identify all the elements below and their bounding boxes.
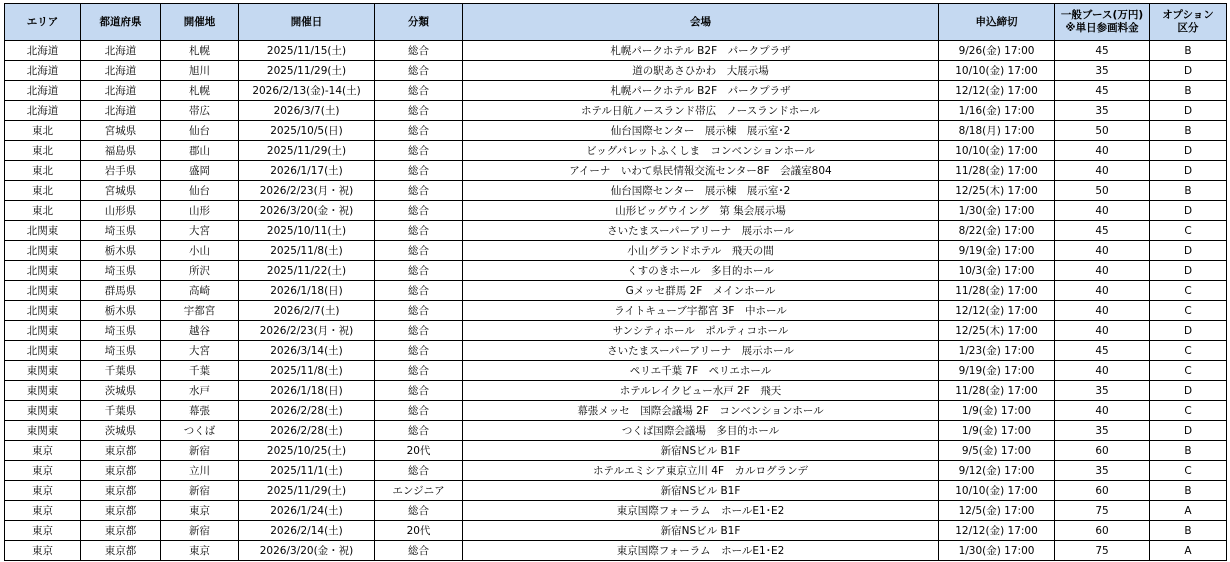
table-row	[5, 401, 1227, 421]
cell-venue: 山形ビッグウイング 第 集会展示場	[463, 201, 939, 221]
cell-option: C	[1150, 301, 1227, 321]
cell-option: C	[1150, 221, 1227, 241]
cell-category: 総合	[375, 181, 463, 201]
cell-fee: 40	[1055, 241, 1150, 261]
cell-area: 北関東	[5, 221, 81, 241]
cell-prefecture: 栃木県	[81, 301, 161, 321]
cell-area: 東関東	[5, 401, 81, 421]
cell-deadline: 1/30(金) 17:00	[939, 541, 1055, 561]
header-row	[5, 4, 1227, 41]
cell-city: 旭川	[161, 61, 239, 81]
cell-venue: 幕張メッセ 国際会議場 2F コンベンションホール	[463, 401, 939, 421]
cell-area: 東京	[5, 521, 81, 541]
cell-category: エンジニア	[375, 481, 463, 501]
cell-deadline: 9/26(金) 17:00	[939, 41, 1055, 61]
table-row	[5, 161, 1227, 181]
cell-fee: 40	[1055, 261, 1150, 281]
table-row	[5, 501, 1227, 521]
cell-fee: 40	[1055, 321, 1150, 341]
cell-date: 2025/11/8(土)	[239, 361, 375, 381]
cell-venue: ホテル日航ノースランド帯広 ノースランドホール	[463, 101, 939, 121]
cell-venue: くすのきホール 多目的ホール	[463, 261, 939, 281]
cell-venue: 道の駅あさひかわ 大展示場	[463, 61, 939, 81]
cell-venue: 仙台国際センター 展示棟 展示室･2	[463, 181, 939, 201]
header-option-line1: オプション	[1162, 9, 1214, 21]
cell-deadline: 8/22(金) 17:00	[939, 221, 1055, 241]
cell-deadline: 12/5(金) 17:00	[939, 501, 1055, 521]
cell-venue: 新宿NSビル B1F	[463, 441, 939, 461]
cell-date: 2025/11/22(土)	[239, 261, 375, 281]
cell-prefecture: 茨城県	[81, 381, 161, 401]
cell-venue: アイーナ いわて県民情報交流センター8F 会議室804	[463, 161, 939, 181]
header-option	[1150, 4, 1227, 41]
cell-deadline: 10/10(金) 17:00	[939, 61, 1055, 81]
cell-option: B	[1150, 441, 1227, 461]
cell-fee: 50	[1055, 181, 1150, 201]
cell-area: 東北	[5, 201, 81, 221]
table-row	[5, 221, 1227, 241]
header-category: 分類	[375, 4, 463, 41]
cell-prefecture: 東京都	[81, 441, 161, 461]
cell-deadline: 9/12(金) 17:00	[939, 461, 1055, 481]
cell-city: 千葉	[161, 361, 239, 381]
cell-date: 2026/2/14(土)	[239, 521, 375, 541]
table-header	[5, 4, 1227, 41]
cell-city: 大宮	[161, 341, 239, 361]
cell-fee: 45	[1055, 41, 1150, 61]
cell-category: 20代	[375, 441, 463, 461]
cell-date: 2026/2/13(金)-14(土)	[239, 81, 375, 101]
table-row	[5, 81, 1227, 101]
cell-category: 総合	[375, 301, 463, 321]
cell-category: 総合	[375, 321, 463, 341]
cell-city: 新宿	[161, 441, 239, 461]
cell-fee: 40	[1055, 161, 1150, 181]
cell-area: 東京	[5, 541, 81, 561]
cell-option: C	[1150, 341, 1227, 361]
cell-category: 総合	[375, 341, 463, 361]
cell-fee: 35	[1055, 381, 1150, 401]
cell-prefecture: 群馬県	[81, 281, 161, 301]
cell-deadline: 9/5(金) 17:00	[939, 441, 1055, 461]
cell-category: 総合	[375, 241, 463, 261]
cell-prefecture: 茨城県	[81, 421, 161, 441]
cell-category: 総合	[375, 361, 463, 381]
cell-deadline: 1/9(金) 17:00	[939, 401, 1055, 421]
cell-venue: ビッグパレットふくしま コンベンションホール	[463, 141, 939, 161]
table-row	[5, 441, 1227, 461]
cell-city: 仙台	[161, 181, 239, 201]
cell-category: 総合	[375, 501, 463, 521]
cell-deadline: 10/3(金) 17:00	[939, 261, 1055, 281]
cell-city: 高崎	[161, 281, 239, 301]
cell-category: 総合	[375, 401, 463, 421]
cell-city: 山形	[161, 201, 239, 221]
cell-category: 総合	[375, 281, 463, 301]
cell-deadline: 12/12(金) 17:00	[939, 301, 1055, 321]
cell-category: 総合	[375, 141, 463, 161]
cell-city: 盛岡	[161, 161, 239, 181]
cell-city: 帯広	[161, 101, 239, 121]
table-row	[5, 241, 1227, 261]
cell-city: 宇都宮	[161, 301, 239, 321]
cell-fee: 35	[1055, 61, 1150, 81]
cell-category: 総合	[375, 81, 463, 101]
cell-category: 総合	[375, 121, 463, 141]
cell-city: 所沢	[161, 261, 239, 281]
table-row	[5, 141, 1227, 161]
cell-date: 2025/10/11(土)	[239, 221, 375, 241]
cell-deadline: 8/18(月) 17:00	[939, 121, 1055, 141]
header-prefecture: 都道府県	[81, 4, 161, 41]
cell-fee: 35	[1055, 101, 1150, 121]
cell-date: 2025/10/25(土)	[239, 441, 375, 461]
table-row	[5, 521, 1227, 541]
table-row	[5, 181, 1227, 201]
cell-fee: 45	[1055, 81, 1150, 101]
cell-category: 総合	[375, 261, 463, 281]
cell-prefecture: 北海道	[81, 41, 161, 61]
event-schedule-container	[4, 3, 1227, 561]
cell-option: C	[1150, 281, 1227, 301]
cell-deadline: 1/23(金) 17:00	[939, 341, 1055, 361]
header-fee	[1055, 4, 1150, 41]
cell-city: 幕張	[161, 401, 239, 421]
cell-city: 越谷	[161, 321, 239, 341]
cell-date: 2025/11/29(土)	[239, 61, 375, 81]
cell-date: 2026/1/24(土)	[239, 501, 375, 521]
cell-option: D	[1150, 101, 1227, 121]
header-date: 開催日	[239, 4, 375, 41]
cell-deadline: 12/12(金) 17:00	[939, 81, 1055, 101]
cell-prefecture: 東京都	[81, 501, 161, 521]
cell-prefecture: 埼玉県	[81, 261, 161, 281]
cell-category: 総合	[375, 541, 463, 561]
cell-fee: 40	[1055, 281, 1150, 301]
cell-venue: サンシティホール ポルティコホール	[463, 321, 939, 341]
cell-fee: 40	[1055, 201, 1150, 221]
cell-category: 総合	[375, 221, 463, 241]
cell-prefecture: 宮城県	[81, 121, 161, 141]
cell-venue: 東京国際フォーラム ホールE1･E2	[463, 541, 939, 561]
header-option-line2: 区分	[1177, 22, 1199, 34]
cell-date: 2026/2/23(月・祝)	[239, 181, 375, 201]
cell-date: 2025/11/29(土)	[239, 481, 375, 501]
cell-city: 大宮	[161, 221, 239, 241]
cell-area: 北関東	[5, 281, 81, 301]
cell-deadline: 11/28(金) 17:00	[939, 381, 1055, 401]
cell-option: C	[1150, 401, 1227, 421]
cell-venue: 新宿NSビル B1F	[463, 481, 939, 501]
cell-area: 東北	[5, 161, 81, 181]
cell-deadline: 1/16(金) 17:00	[939, 101, 1055, 121]
header-fee-line2: ※単日参画料金	[1065, 22, 1139, 34]
cell-date: 2025/10/5(日)	[239, 121, 375, 141]
cell-option: D	[1150, 241, 1227, 261]
cell-date: 2026/3/20(金・祝)	[239, 201, 375, 221]
cell-fee: 40	[1055, 401, 1150, 421]
table-row	[5, 321, 1227, 341]
cell-prefecture: 東京都	[81, 521, 161, 541]
cell-area: 東京	[5, 441, 81, 461]
cell-option: B	[1150, 121, 1227, 141]
cell-date: 2025/11/8(土)	[239, 241, 375, 261]
cell-venue: 新宿NSビル B1F	[463, 521, 939, 541]
cell-venue: ライトキューブ宇都宮 3F 中ホール	[463, 301, 939, 321]
table-row	[5, 341, 1227, 361]
cell-prefecture: 埼玉県	[81, 321, 161, 341]
cell-fee: 40	[1055, 361, 1150, 381]
cell-prefecture: 埼玉県	[81, 221, 161, 241]
cell-city: 札幌	[161, 41, 239, 61]
cell-prefecture: 千葉県	[81, 361, 161, 381]
cell-venue: ホテルエミシア東京立川 4F カルログランデ	[463, 461, 939, 481]
table-row	[5, 381, 1227, 401]
cell-category: 総合	[375, 201, 463, 221]
cell-category: 総合	[375, 461, 463, 481]
cell-venue: つくば国際会議場 多目的ホール	[463, 421, 939, 441]
cell-prefecture: 埼玉県	[81, 341, 161, 361]
event-schedule-table	[4, 3, 1227, 561]
cell-option: A	[1150, 501, 1227, 521]
cell-area: 北関東	[5, 301, 81, 321]
cell-area: 東関東	[5, 361, 81, 381]
cell-venue: Gメッセ群馬 2F メインホール	[463, 281, 939, 301]
cell-city: 東京	[161, 501, 239, 521]
table-row	[5, 121, 1227, 141]
cell-city: 東京	[161, 541, 239, 561]
cell-venue: さいたまスーパーアリーナ 展示ホール	[463, 341, 939, 361]
table-row	[5, 361, 1227, 381]
cell-deadline: 11/28(金) 17:00	[939, 281, 1055, 301]
cell-venue: 札幌パークホテル B2F パークプラザ	[463, 41, 939, 61]
cell-option: D	[1150, 381, 1227, 401]
header-fee-line1: 一般ブース(万円)	[1060, 9, 1144, 21]
table-row	[5, 61, 1227, 81]
cell-option: B	[1150, 481, 1227, 501]
cell-area: 北海道	[5, 41, 81, 61]
cell-date: 2026/2/23(月・祝)	[239, 321, 375, 341]
cell-area: 北関東	[5, 261, 81, 281]
cell-deadline: 1/9(金) 17:00	[939, 421, 1055, 441]
cell-date: 2026/1/17(土)	[239, 161, 375, 181]
cell-prefecture: 岩手県	[81, 161, 161, 181]
cell-area: 東北	[5, 141, 81, 161]
cell-deadline: 12/25(木) 17:00	[939, 181, 1055, 201]
cell-date: 2025/11/15(土)	[239, 41, 375, 61]
cell-prefecture: 東京都	[81, 481, 161, 501]
table-row	[5, 101, 1227, 121]
cell-prefecture: 北海道	[81, 101, 161, 121]
cell-fee: 35	[1055, 461, 1150, 481]
cell-date: 2026/3/14(土)	[239, 341, 375, 361]
cell-area: 東京	[5, 481, 81, 501]
cell-prefecture: 山形県	[81, 201, 161, 221]
cell-date: 2025/11/1(土)	[239, 461, 375, 481]
cell-area: 北海道	[5, 101, 81, 121]
header-deadline: 申込締切	[939, 4, 1055, 41]
cell-option: B	[1150, 81, 1227, 101]
cell-fee: 50	[1055, 121, 1150, 141]
cell-prefecture: 東京都	[81, 461, 161, 481]
cell-prefecture: 東京都	[81, 541, 161, 561]
cell-date: 2026/2/28(土)	[239, 421, 375, 441]
cell-prefecture: 千葉県	[81, 401, 161, 421]
cell-area: 北海道	[5, 61, 81, 81]
cell-option: C	[1150, 461, 1227, 481]
cell-date: 2026/1/18(日)	[239, 381, 375, 401]
header-venue: 会場	[463, 4, 939, 41]
table-row	[5, 541, 1227, 561]
cell-area: 東京	[5, 501, 81, 521]
cell-city: 札幌	[161, 81, 239, 101]
cell-city: 小山	[161, 241, 239, 261]
cell-prefecture: 宮城県	[81, 181, 161, 201]
cell-city: 水戸	[161, 381, 239, 401]
cell-option: D	[1150, 261, 1227, 281]
table-body	[5, 41, 1227, 561]
cell-fee: 60	[1055, 441, 1150, 461]
cell-fee: 45	[1055, 221, 1150, 241]
cell-deadline: 10/10(金) 17:00	[939, 481, 1055, 501]
cell-category: 総合	[375, 101, 463, 121]
cell-area: 東北	[5, 181, 81, 201]
cell-city: 郡山	[161, 141, 239, 161]
cell-option: D	[1150, 421, 1227, 441]
cell-option: B	[1150, 181, 1227, 201]
cell-date: 2026/1/18(日)	[239, 281, 375, 301]
cell-option: B	[1150, 41, 1227, 61]
cell-deadline: 1/30(金) 17:00	[939, 201, 1055, 221]
cell-category: 総合	[375, 41, 463, 61]
cell-deadline: 12/12(金) 17:00	[939, 521, 1055, 541]
cell-date: 2026/2/7(土)	[239, 301, 375, 321]
cell-option: A	[1150, 541, 1227, 561]
cell-area: 東関東	[5, 381, 81, 401]
cell-deadline: 9/19(金) 17:00	[939, 361, 1055, 381]
cell-prefecture: 栃木県	[81, 241, 161, 261]
cell-venue: 小山グランドホテル 飛天の間	[463, 241, 939, 261]
cell-option: D	[1150, 61, 1227, 81]
header-area: エリア	[5, 4, 81, 41]
cell-area: 北海道	[5, 81, 81, 101]
table-row	[5, 201, 1227, 221]
cell-venue: さいたまスーパーアリーナ 展示ホール	[463, 221, 939, 241]
cell-option: D	[1150, 161, 1227, 181]
cell-deadline: 9/19(金) 17:00	[939, 241, 1055, 261]
table-row	[5, 261, 1227, 281]
cell-venue: 札幌パークホテル B2F パークプラザ	[463, 81, 939, 101]
cell-area: 東関東	[5, 421, 81, 441]
cell-option: D	[1150, 201, 1227, 221]
cell-deadline: 10/10(金) 17:00	[939, 141, 1055, 161]
cell-date: 2026/3/7(土)	[239, 101, 375, 121]
cell-fee: 60	[1055, 521, 1150, 541]
cell-area: 東北	[5, 121, 81, 141]
cell-prefecture: 北海道	[81, 81, 161, 101]
cell-fee: 45	[1055, 341, 1150, 361]
cell-fee: 60	[1055, 481, 1150, 501]
cell-fee: 35	[1055, 421, 1150, 441]
cell-city: 新宿	[161, 521, 239, 541]
table-row	[5, 461, 1227, 481]
cell-date: 2026/2/28(土)	[239, 401, 375, 421]
cell-area: 北関東	[5, 321, 81, 341]
cell-fee: 40	[1055, 301, 1150, 321]
cell-city: 立川	[161, 461, 239, 481]
cell-category: 20代	[375, 521, 463, 541]
cell-option: D	[1150, 321, 1227, 341]
cell-date: 2025/11/29(土)	[239, 141, 375, 161]
cell-option: D	[1150, 141, 1227, 161]
cell-venue: ホテルレイクビュー水戸 2F 飛天	[463, 381, 939, 401]
cell-date: 2026/3/20(金・祝)	[239, 541, 375, 561]
cell-venue: 仙台国際センター 展示棟 展示室･2	[463, 121, 939, 141]
cell-prefecture: 福島県	[81, 141, 161, 161]
cell-category: 総合	[375, 381, 463, 401]
cell-city: 仙台	[161, 121, 239, 141]
cell-area: 北関東	[5, 241, 81, 261]
table-row	[5, 421, 1227, 441]
cell-category: 総合	[375, 421, 463, 441]
cell-area: 北関東	[5, 341, 81, 361]
table-row	[5, 281, 1227, 301]
cell-option: B	[1150, 521, 1227, 541]
cell-deadline: 11/28(金) 17:00	[939, 161, 1055, 181]
cell-city: つくば	[161, 421, 239, 441]
cell-fee: 40	[1055, 141, 1150, 161]
header-city: 開催地	[161, 4, 239, 41]
table-row	[5, 481, 1227, 501]
cell-city: 新宿	[161, 481, 239, 501]
cell-prefecture: 北海道	[81, 61, 161, 81]
cell-category: 総合	[375, 161, 463, 181]
table-row	[5, 41, 1227, 61]
cell-area: 東京	[5, 461, 81, 481]
cell-venue: 東京国際フォーラム ホールE1･E2	[463, 501, 939, 521]
cell-deadline: 12/25(木) 17:00	[939, 321, 1055, 341]
table-row	[5, 301, 1227, 321]
cell-category: 総合	[375, 61, 463, 81]
cell-venue: ペリエ千葉 7F ペリエホール	[463, 361, 939, 381]
cell-option: C	[1150, 361, 1227, 381]
cell-fee: 75	[1055, 541, 1150, 561]
cell-fee: 75	[1055, 501, 1150, 521]
